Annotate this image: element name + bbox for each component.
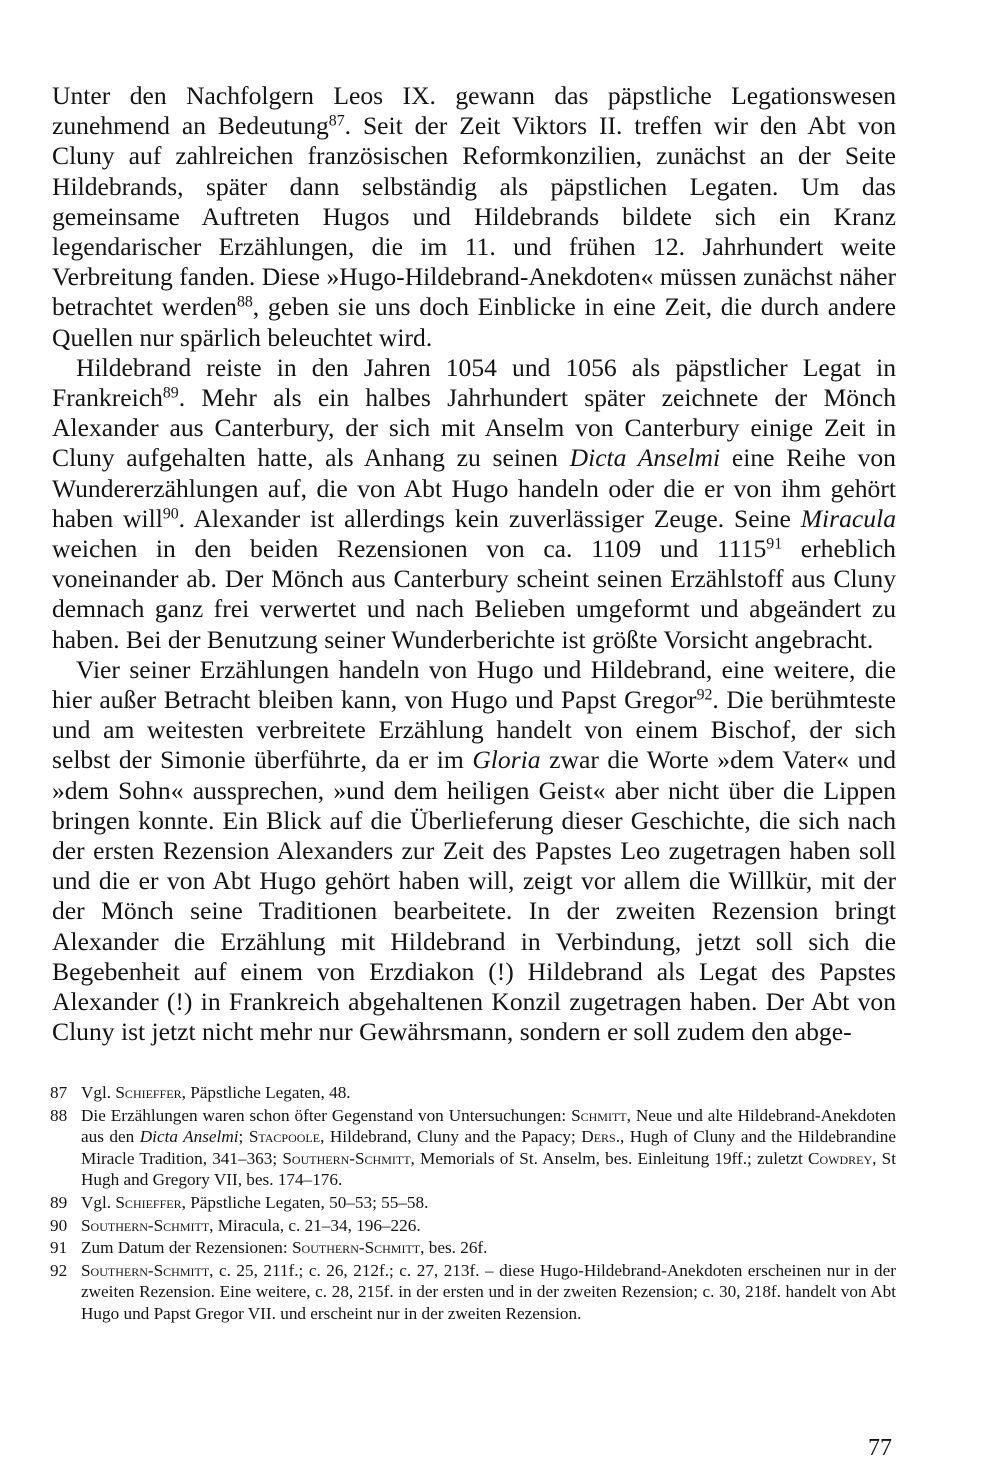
text-run: Vier seiner Erzählungen handeln von Hugo und Hildebrand, eine weitere, die hier außer Betracht bleiben kann, von Hugo und Papst Gregor bbox=[52, 654, 896, 715]
footnote-91 bbox=[50, 1237, 896, 1259]
footnote-number: 92 bbox=[50, 1260, 68, 1280]
italic-title: Dicta Anselmi bbox=[139, 1127, 239, 1147]
footnote-text bbox=[81, 1082, 896, 1104]
footnote-ref-90: 90 bbox=[162, 505, 179, 523]
footnote-text bbox=[81, 1192, 896, 1214]
italic-title: Dicta Anselmi bbox=[569, 443, 721, 473]
text-run: . Die berühmteste und am weitesten verbreitete Erzählung handelt von einem Bischof, der sich selbst der Simonie überführte, da er im bbox=[52, 685, 897, 775]
text-run: . Seit der Zeit Viktors II. treffen wir den Abt von Cluny auf zahlreichen französischen Reformkonzilien, zunächst an der Seite Hildebrands, später dann selbständig als päpstlichen Legaten. Um das gemeinsame Auftreten Hugos und Hildebrands bildete sich ein Kranz legendarischer Erzählungen, die im 11. und frühen 12. Jahrhundert weite Verbreitung fanden. Diese »Hugo-Hildebrand-Anekdoten« müssen zunächst näher betrachtet werden bbox=[52, 111, 897, 322]
text-run: , Memorials of St. Anselm, bes. Einleitung 19ff.; zuletzt bbox=[410, 1148, 809, 1168]
author-name: Schieffer bbox=[115, 1192, 182, 1212]
paragraph-3 bbox=[52, 655, 896, 1048]
footnote-number: 90 bbox=[50, 1215, 68, 1235]
footnote-ref-87: 87 bbox=[328, 112, 345, 130]
text-run: , c. 25, 211f.; c. 26, 212f.; c. 27, 213f. – diese Hugo-Hildebrand-Anekdoten erscheinen nur in der zweiten Rezension. Eine weitere, c. 28, 215f. in der ersten und in der zweiten Rezension; c. 30, 218f. handelt von Abt Hugo und Papst Gregor VII. und erscheint nur in der zweiten Rezension. bbox=[81, 1260, 896, 1323]
footnote-number: 89 bbox=[50, 1192, 68, 1212]
italic-title: Miracula bbox=[800, 503, 896, 533]
text-run: , Päpstliche Legaten, 48. bbox=[181, 1083, 351, 1102]
paragraph-2 bbox=[52, 353, 896, 655]
text-run: . Alexander ist allerdings kein zuverlässiger Zeuge. Seine bbox=[178, 503, 801, 533]
text-run: erheblich voneinander ab. Der Mönch aus Canterbury scheint seinen Erzählstoff aus Cluny demnach ganz frei verwertet und nach Belieben umgeformt und abgeändert zu haben. Bei der Benutzung seiner Wunderberichte ist größte Vorsicht angebracht. bbox=[52, 534, 896, 654]
author-name: Southern-Schmitt bbox=[291, 1238, 421, 1258]
footnote-89 bbox=[50, 1192, 896, 1214]
footnote-text bbox=[81, 1215, 896, 1237]
author-name: Schmitt bbox=[571, 1105, 627, 1125]
text-run: Vgl. bbox=[81, 1083, 116, 1102]
footnote-number: 88 bbox=[50, 1105, 68, 1125]
text-run: , geben sie uns doch Einblicke in eine Zeit, die durch andere Quellen nur spärlich beleuchtet wird. bbox=[52, 292, 896, 352]
page-number: 77 bbox=[868, 1435, 892, 1461]
footnotes bbox=[50, 1082, 896, 1326]
text-run: , Neue und alte Hildebrand-Anekdoten aus den bbox=[81, 1105, 896, 1147]
footnote-92 bbox=[50, 1260, 896, 1325]
paragraph-1 bbox=[52, 81, 896, 353]
author-name: Southern-Schmitt bbox=[81, 1260, 210, 1280]
footnote-88 bbox=[50, 1105, 896, 1191]
author-name: Southern-Schmitt bbox=[81, 1215, 210, 1235]
text-run: weichen in den beiden Rezensionen von ca. 1109 und 1115 bbox=[52, 534, 767, 564]
text-run: Die Erzählungen waren schon öfter Gegenstand von Untersuchungen: bbox=[81, 1105, 572, 1125]
author-name: Ders. bbox=[581, 1127, 620, 1147]
footnote-ref-91: 91 bbox=[766, 535, 783, 553]
footnote-text bbox=[81, 1105, 896, 1191]
footnote-ref-88: 88 bbox=[236, 293, 253, 311]
footnote-text bbox=[81, 1260, 896, 1325]
footnote-ref-89: 89 bbox=[162, 384, 179, 402]
text-run: , bes. 26f. bbox=[420, 1238, 488, 1258]
text-run: , Hugh of Cluny and the Hildebrandine Miracle Tradition, 341–363; bbox=[81, 1127, 897, 1168]
text-run: Unter den Nachfolgern Leos IX. gewann das päpstliche Legationswesen zunehmend an Bedeutung bbox=[52, 81, 896, 141]
author-name: Schieffer bbox=[115, 1083, 182, 1102]
author-name: Stacpoole bbox=[248, 1127, 321, 1147]
author-name: Cowdrey bbox=[808, 1148, 873, 1168]
author-name: Southern-Schmitt bbox=[282, 1148, 411, 1168]
text-run: Vgl. bbox=[81, 1192, 116, 1212]
footnote-87 bbox=[50, 1082, 896, 1104]
footnote-number: 91 bbox=[50, 1238, 68, 1258]
text-run: zwar die Worte »dem Vater« und »dem Sohn« aussprechen, »und dem heiligen Geist« aber nicht über die Lippen bringen konnte. Ein Blick auf die Überlieferung dieser Geschichte, die sich nach der ersten Rezension Alexanders zur Zeit des Papstes Leo zugetragen haben soll und die er von Abt Hugo gehört haben will, zeigt vor allem die Willkür, mit der der Mönch seine Traditionen bearbeitete. In der zweiten Rezension bringt Alexander die Erzählung mit Hildebrand in Verbindung, jetzt soll sich die Begebenheit auf einem von Erzdiakon (!) Hildebrand als Legat des Papstes Alexander (!) in Frankreich abgehaltenen Konzil zugetragen haben. Der Abt von Cluny ist jetzt nicht mehr nur Gewährsmann, sondern er soll zudem den abge- bbox=[52, 745, 896, 1047]
main-text bbox=[52, 81, 896, 1048]
text-run: eine Reihe von Wundererzählungen auf, die von Abt Hugo handeln oder die er von ihm gehört haben will bbox=[52, 443, 896, 533]
text-run: ; bbox=[238, 1127, 249, 1147]
text-run: , St Hugh and Gregory VII, bes. 174–176. bbox=[81, 1148, 896, 1190]
text-run: , Hildebrand, Cluny and the Papacy; bbox=[320, 1127, 582, 1147]
footnote-ref-92: 92 bbox=[696, 686, 713, 704]
text-run: Zum Datum der Rezensionen: bbox=[81, 1238, 292, 1258]
text-run: . Mehr als ein halbes Jahrhundert später zeichnete der Mönch Alexander aus Canterbury, der sich mit Anselm von Canterbury einige Zeit in Cluny aufgehalten hatte, als Anhang zu seinen bbox=[52, 383, 896, 473]
footnote-90 bbox=[50, 1215, 896, 1237]
footnote-text bbox=[81, 1237, 896, 1259]
footnote-number: 87 bbox=[50, 1083, 68, 1102]
text-run: Hildebrand reiste in den Jahren 1054 und 1056 als päpstlicher Legat in Frankreich bbox=[52, 352, 896, 413]
text-run: , Päpstliche Legaten, 50–53; 55–58. bbox=[181, 1192, 429, 1212]
text-run: , Miracula, c. 21–34, 196–226. bbox=[209, 1215, 421, 1235]
italic-word: Gloria bbox=[472, 745, 541, 775]
